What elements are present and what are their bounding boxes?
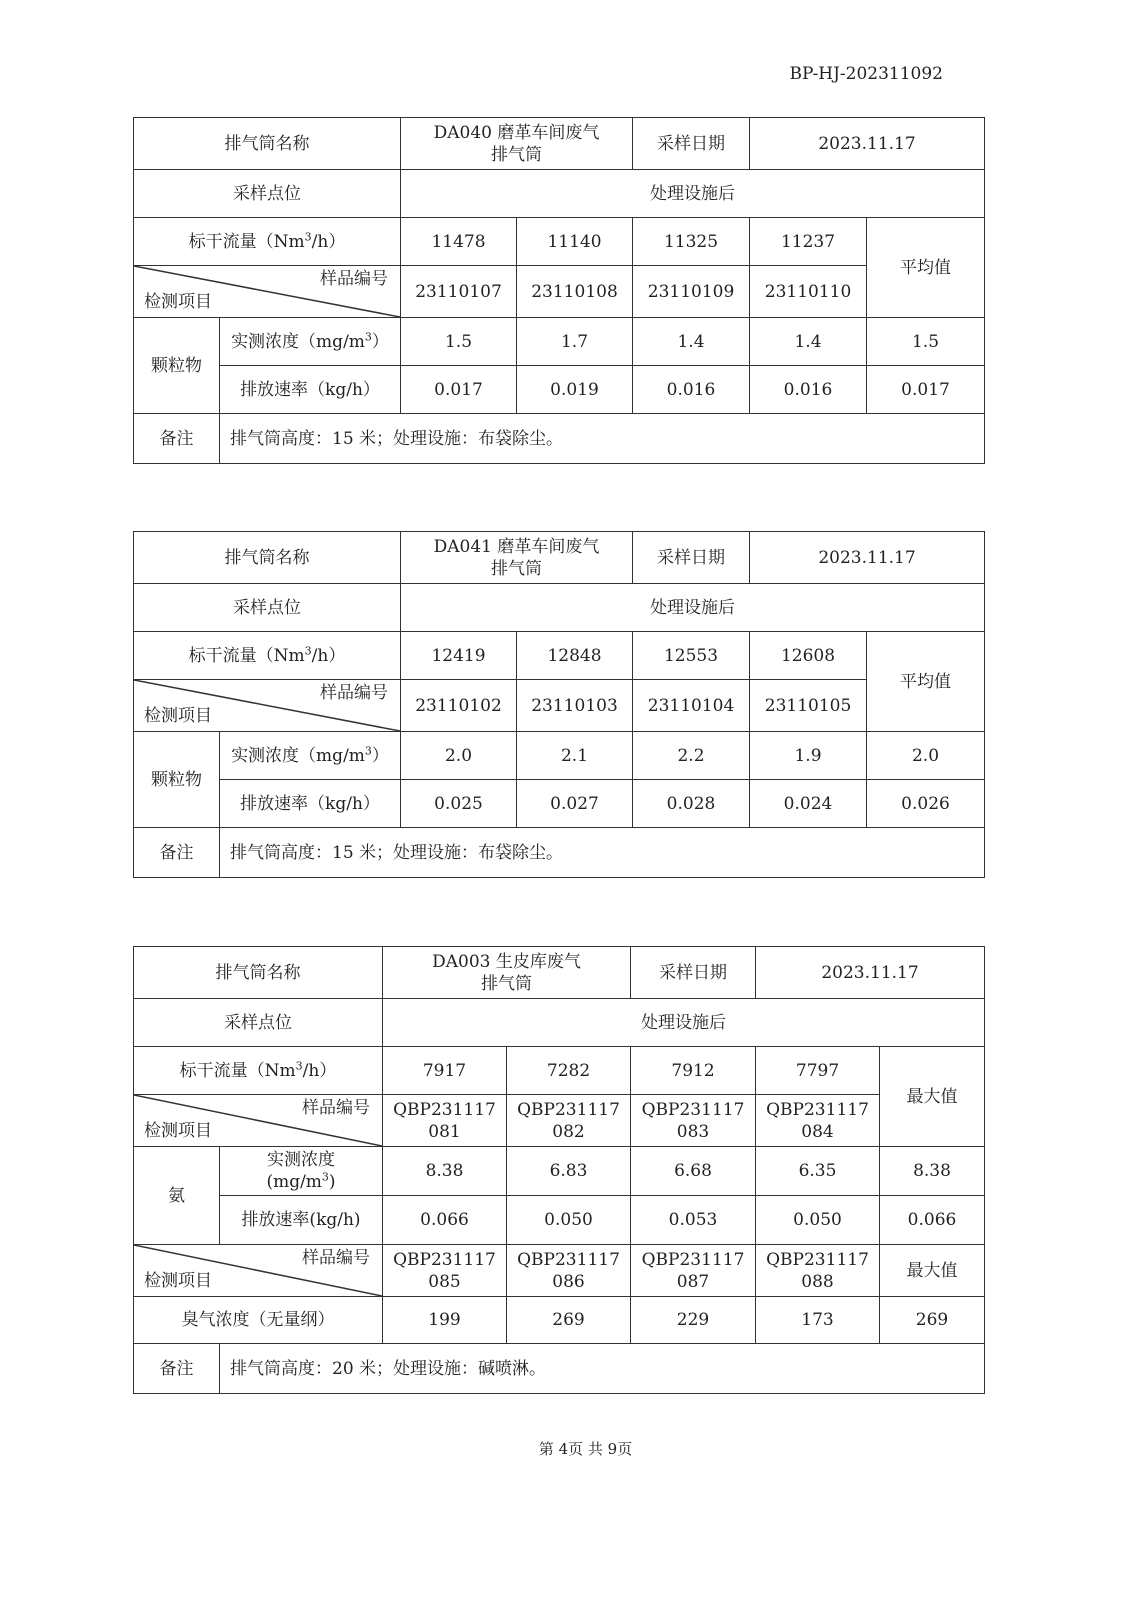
rate-value: 0.066 (383, 1196, 507, 1245)
flow-value: 11325 (633, 218, 750, 266)
sample-no: QBP231117 083 (631, 1095, 756, 1147)
stack-name-value: DA040 磨革车间废气 排气筒 (401, 118, 633, 170)
test-item-label: 检测项目 (144, 1121, 212, 1141)
flow-value: 7917 (383, 1047, 507, 1095)
flow-value: 7797 (756, 1047, 880, 1095)
sampling-date-label: 采样日期 (633, 532, 750, 584)
sampling-date-label: 采样日期 (631, 947, 756, 999)
remarks-label: 备注 (134, 828, 220, 878)
particulate-label: 颗粒物 (134, 732, 220, 828)
stack-name-label: 排气筒名称 (134, 118, 401, 170)
sample-no-label: 样品编号 (320, 683, 388, 703)
conc-value: 1.5 (401, 318, 517, 366)
sample-no: 23110109 (633, 266, 750, 318)
measured-conc-label: 实测浓度$(mg/m^3)$ (220, 318, 401, 366)
stack-name-label: 排气筒名称 (134, 532, 401, 584)
sample-no: QBP231117 085 (383, 1245, 507, 1297)
remarks-label: 备注 (134, 414, 220, 464)
sample-no: QBP231117 084 (756, 1095, 880, 1147)
remarks-value: 排气筒高度：15 米；处理设施：布袋除尘。 (220, 828, 985, 878)
sample-no: 23110103 (517, 680, 633, 732)
sampling-point-value: 处理设施后 (401, 584, 985, 632)
sample-no: 23110104 (633, 680, 750, 732)
odor-value: 199 (383, 1297, 507, 1344)
rate-value: 0.016 (750, 366, 867, 414)
sample-no-label: 样品编号 (302, 1098, 370, 1118)
rate-average: 0.026 (867, 780, 985, 828)
conc-maximum: 8.38 (880, 1147, 985, 1196)
sampling-date-label: 采样日期 (633, 118, 750, 170)
conc-value: 2.1 (517, 732, 633, 780)
emission-rate-label: 排放速率（kg/h） (220, 780, 401, 828)
conc-value: 1.9 (750, 732, 867, 780)
rate-value: 0.016 (633, 366, 750, 414)
conc-value: 2.0 (401, 732, 517, 780)
conc-value: 6.68 (631, 1147, 756, 1196)
sample-no: QBP231117 086 (507, 1245, 631, 1297)
flow-value: 12608 (750, 632, 867, 680)
sample-no-label: 样品编号 (320, 269, 388, 289)
rate-value: 0.050 (756, 1196, 880, 1245)
rate-value: 0.053 (631, 1196, 756, 1245)
sample-no: 23110102 (401, 680, 517, 732)
conc-value: 1.4 (750, 318, 867, 366)
page-number: 第 4页 共 9页 (538, 1440, 633, 1458)
stack-name-value: DA041 磨革车间废气 排气筒 (401, 532, 633, 584)
conc-value: 2.2 (633, 732, 750, 780)
test-item-label: 检测项目 (144, 292, 212, 312)
rate-value: 0.027 (517, 780, 633, 828)
rate-value: 0.050 (507, 1196, 631, 1245)
flow-value: 12553 (633, 632, 750, 680)
sampling-point-value: 处理设施后 (401, 170, 985, 218)
odor-value: 229 (631, 1297, 756, 1344)
emission-rate-label: 排放速率(kg/h) (220, 1196, 383, 1245)
flow-value: 7282 (507, 1047, 631, 1095)
diagonal-header (134, 1095, 383, 1147)
flow-value: 11140 (517, 218, 633, 266)
rate-value: 0.019 (517, 366, 633, 414)
maximum-header: 最大值 (880, 1047, 985, 1147)
odor-value: 173 (756, 1297, 880, 1344)
sample-no: QBP231117 087 (631, 1245, 756, 1297)
sample-no-label: 样品编号 (302, 1248, 370, 1268)
test-item-label: 检测项目 (144, 1271, 212, 1291)
measured-conc-label: 实测浓度 $(mg/m^3)$ (220, 1147, 383, 1196)
ammonia-label: 氨 (134, 1147, 220, 1245)
flow-value: 12419 (401, 632, 517, 680)
table-da040 (133, 117, 985, 464)
flow-value: 11237 (750, 218, 867, 266)
diagonal-header (134, 680, 401, 732)
sample-no: QBP231117 081 (383, 1095, 507, 1147)
sample-no: 23110110 (750, 266, 867, 318)
sample-no: 23110108 (517, 266, 633, 318)
rate-average: 0.017 (867, 366, 985, 414)
flow-label: 标干流量（Nm$^3$/h） (134, 218, 401, 266)
test-item-label: 检测项目 (144, 706, 212, 726)
sample-no: 23110107 (401, 266, 517, 318)
conc-value: 6.35 (756, 1147, 880, 1196)
rate-value: 0.025 (401, 780, 517, 828)
odor-label: 臭气浓度（无量纲） (134, 1297, 383, 1344)
rate-value: 0.024 (750, 780, 867, 828)
conc-value: 6.83 (507, 1147, 631, 1196)
table-da041 (133, 531, 985, 878)
conc-value: 1.7 (517, 318, 633, 366)
sample-no: 23110105 (750, 680, 867, 732)
sampling-date-value: 2023.11.17 (756, 947, 985, 999)
sampling-point-label: 采样点位 (134, 999, 383, 1047)
remarks-value: 排气筒高度：15 米；处理设施：布袋除尘。 (220, 414, 985, 464)
sampling-point-label: 采样点位 (134, 170, 401, 218)
stack-name-value: DA003 生皮库废气 排气筒 (383, 947, 631, 999)
flow-value: 12848 (517, 632, 633, 680)
table-da003 (133, 946, 985, 1394)
flow-label: 标干流量（Nm$^3$/h） (134, 632, 401, 680)
rate-value: 0.017 (401, 366, 517, 414)
sampling-date-value: 2023.11.17 (750, 118, 985, 170)
diagonal-header (134, 266, 401, 318)
remarks-label: 备注 (134, 1344, 220, 1394)
odor-maximum: 269 (880, 1297, 985, 1344)
diagonal-header (134, 1245, 383, 1297)
conc-average: 2.0 (867, 732, 985, 780)
conc-value: 8.38 (383, 1147, 507, 1196)
conc-average: 1.5 (867, 318, 985, 366)
flow-value: 11478 (401, 218, 517, 266)
emission-rate-label: 排放速率（kg/h） (220, 366, 401, 414)
maximum-header: 最大值 (880, 1245, 985, 1297)
rate-value: 0.028 (633, 780, 750, 828)
average-header: 平均值 (867, 218, 985, 318)
conc-value: 1.4 (633, 318, 750, 366)
document-number: BP-HJ-202311092 (789, 64, 943, 84)
sampling-point-label: 采样点位 (134, 584, 401, 632)
remarks-value: 排气筒高度：20 米；处理设施：碱喷淋。 (220, 1344, 985, 1394)
sample-no: QBP231117 088 (756, 1245, 880, 1297)
average-header: 平均值 (867, 632, 985, 732)
flow-label: 标干流量（Nm$^3$/h） (134, 1047, 383, 1095)
particulate-label: 颗粒物 (134, 318, 220, 414)
odor-value: 269 (507, 1297, 631, 1344)
sample-no: QBP231117 082 (507, 1095, 631, 1147)
sampling-date-value: 2023.11.17 (750, 532, 985, 584)
sampling-point-value: 处理设施后 (383, 999, 985, 1047)
rate-maximum: 0.066 (880, 1196, 985, 1245)
flow-value: 7912 (631, 1047, 756, 1095)
measured-conc-label: 实测浓度$(mg/m^3)$ (220, 732, 401, 780)
stack-name-label: 排气筒名称 (134, 947, 383, 999)
